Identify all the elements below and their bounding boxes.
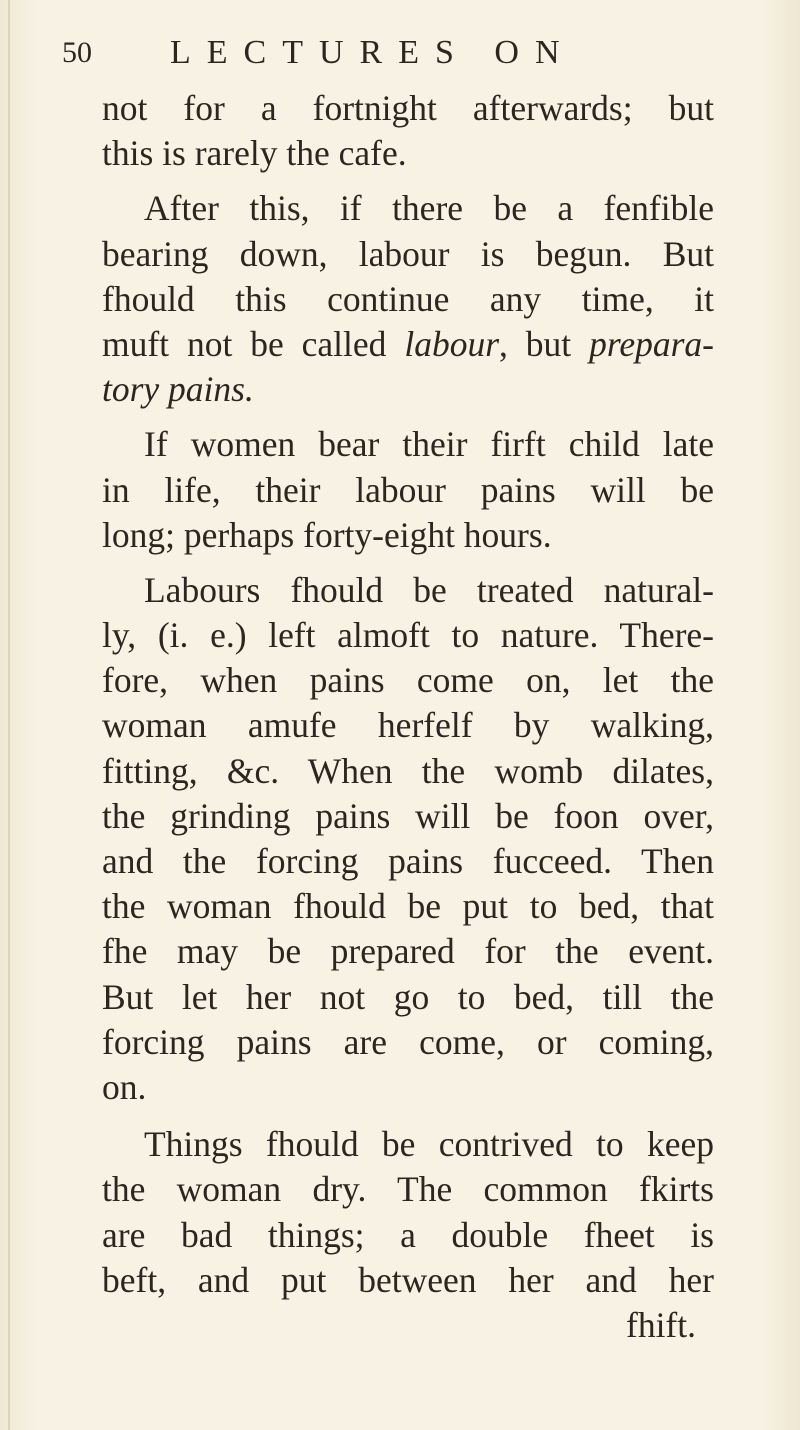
text-line: on.: [102, 1066, 147, 1107]
text-line-italic: tory pains.: [102, 369, 254, 410]
text-line: ly, (i. e.) left almoft to nature. There-: [102, 615, 714, 656]
text-line: fhe may be prepared for the event.: [102, 931, 714, 972]
text-line: bearing down, labour is begun. But: [102, 233, 714, 274]
text-segment: , but: [499, 323, 572, 364]
page-number: 50: [62, 36, 92, 69]
text-line: and the forcing pains fucceed. Then: [102, 841, 714, 881]
text-segment: muft not be called: [102, 323, 387, 364]
text-line: in life, their labour pains will be: [102, 469, 714, 510]
text-line: After this, if there be a fenfible: [144, 188, 714, 229]
text-line-mixed: [102, 322, 714, 367]
italic-term: prepara-: [589, 323, 714, 364]
text-line: woman amufe herfelf by walking,: [102, 705, 714, 746]
text-line: long; perhaps forty-eight hours.: [102, 514, 552, 555]
body-text: [102, 86, 714, 1348]
text-line: are bad things; a double fheet is: [102, 1214, 714, 1255]
text-line: not for a fortnight afterwards; but: [102, 88, 714, 128]
text-line: the woman dry. The common fkirts: [102, 1169, 714, 1210]
text-line: Labours fhould be treated natural-: [144, 569, 714, 610]
text-line: beft, and put between her and her: [102, 1259, 714, 1300]
page-header: [62, 30, 582, 76]
text-line: the grinding pains will be foon over,: [102, 795, 714, 836]
text-line: fhould this continue any time, it: [102, 278, 714, 319]
text-line: fore, when pains come on, let the: [102, 660, 714, 701]
text-line: If women bear their firft child late: [144, 424, 714, 465]
text-line: fitting, &c. When the womb dilates,: [102, 750, 714, 791]
page-edge-shadow: [8, 0, 10, 1430]
text-line: forcing pains are come, or coming,: [102, 1021, 714, 1062]
running-head: LECTURES ON: [170, 34, 576, 71]
text-line: the woman fhould be put to bed, that: [102, 886, 714, 927]
text-line: Things fhould be contrived to keep: [144, 1124, 714, 1165]
text-line: But let her not go to bed, till the: [102, 976, 714, 1017]
catchword: fhift.: [626, 1304, 696, 1345]
italic-term: labour: [404, 323, 500, 364]
text-line: this is rarely the cafe.: [102, 133, 407, 174]
